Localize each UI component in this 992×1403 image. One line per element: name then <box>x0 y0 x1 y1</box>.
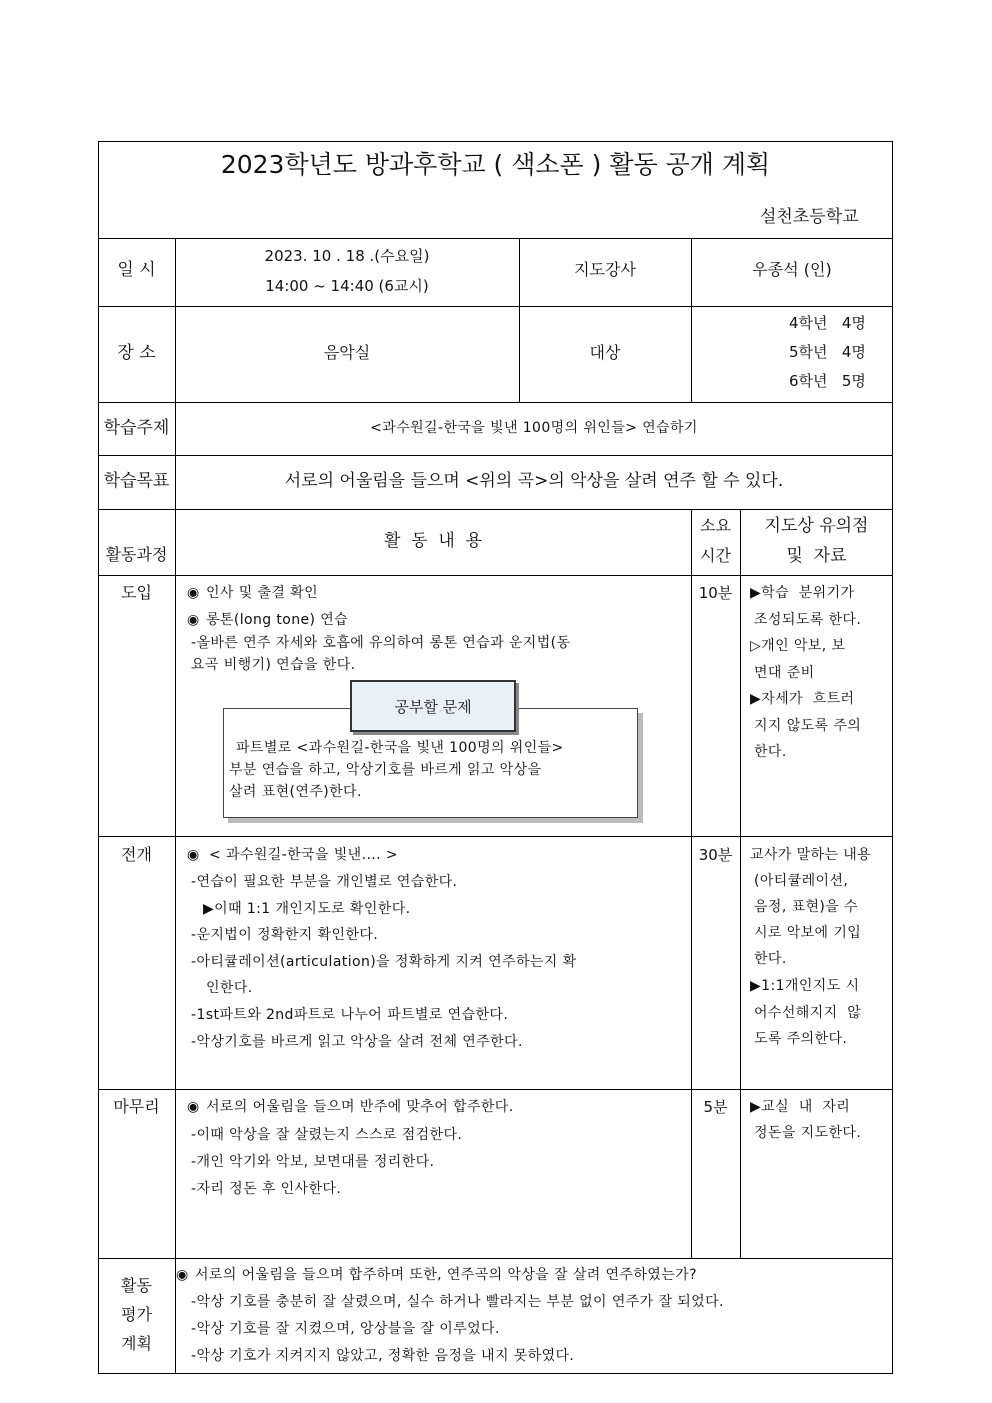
dev-note-1: 교사가 말하는 내용 <box>750 847 872 863</box>
target-grade-6: 6학년 5명 <box>789 372 866 390</box>
process-header: 활동과정 <box>105 545 168 564</box>
time-header-1: 소요 <box>700 516 731 535</box>
evaluation-label-1: 활동 <box>121 1276 152 1295</box>
intro-line-2: 롱톤(long tone) 연습 <box>206 612 349 628</box>
dev-line-8: -악상기호를 바르게 읽고 악상을 살려 전체 연주한다. <box>191 1034 523 1050</box>
dev-line-6: 인한다. <box>206 980 253 996</box>
intro-line-1: 인사 및 출결 확인 <box>206 585 319 601</box>
date-line-2: 14:00 ~ 14:40 (6교시) <box>265 277 429 295</box>
dev-line-2: -연습이 필요한 부분을 개인별로 연습한다. <box>191 874 458 890</box>
intro-time: 10분 <box>698 584 733 602</box>
stage-intro: 도입 <box>121 583 152 602</box>
date-line-1: 2023. 10 . 18 .(수요일) <box>264 247 430 265</box>
dev-note-8: 도록 주의한다. <box>754 1031 848 1047</box>
eval-line-3: -악상 기호를 잘 지켰으며, 앙상블을 잘 이루었다. <box>191 1321 500 1337</box>
topic-label: 학습주제 <box>103 418 170 438</box>
place-label: 장 소 <box>117 343 156 363</box>
study-problem-label: 공부할 문제 <box>350 680 516 732</box>
topic-value: <과수원길-한국을 빛낸 100명의 위인들> 연습하기 <box>370 420 698 436</box>
goal-label: 학습목표 <box>103 471 170 491</box>
instructor-label: 지도강사 <box>574 260 636 279</box>
place-value: 음악실 <box>323 343 371 362</box>
closing-time: 5분 <box>703 1098 728 1116</box>
intro-note-4: 면대 준비 <box>754 665 815 681</box>
dev-note-2: (아티큘레이션, <box>754 873 849 889</box>
target-grade-4: 4학년 4명 <box>789 314 866 332</box>
dev-note-3: 음정, 표현)을 수 <box>754 899 858 915</box>
dev-note-5: 한다. <box>754 951 787 967</box>
target-bullet-icon: ◉ <box>176 1267 189 1283</box>
target-bullet-icon: ◉ <box>187 585 200 601</box>
closing-note-1: ▶교실 내 자리 <box>750 1099 851 1115</box>
study-problem-line-3: 살려 표현(연주)한다. <box>229 784 362 800</box>
school-name: 설천초등학교 <box>760 207 859 227</box>
instructor-value: 우종석 (인) <box>752 260 832 279</box>
date-label: 일 시 <box>117 260 156 280</box>
stage-development: 전개 <box>121 845 152 864</box>
target-bullet-icon: ◉ <box>187 1099 200 1115</box>
intro-note-5: ▶자세가 흐트러 <box>750 691 855 707</box>
intro-note-3: ▷개인 악보, 보 <box>750 638 846 654</box>
study-problem-line-1: 파트별로 <과수원길-한국을 빛낸 100명의 위인들> <box>236 740 564 756</box>
closing-line-1: 서로의 어울림을 들으며 반주에 맞추어 합주한다. <box>206 1099 514 1115</box>
closing-line-2: -이때 악상을 잘 살렸는지 스스로 점검한다. <box>191 1127 463 1143</box>
intro-note-7: 한다. <box>754 744 787 760</box>
eval-line-1: 서로의 어울림을 들으며 합주하며 또한, 연주곡의 악상을 잘 살려 연주하였는가? <box>195 1267 697 1283</box>
dev-line-5: -아티큘레이션(articulation)을 정확하게 지켜 연주하는지 확 <box>191 954 577 970</box>
evaluation-label-2: 평가 <box>121 1305 152 1324</box>
evaluation-label-3: 계획 <box>121 1334 152 1353</box>
target-grade-5: 5학년 4명 <box>789 343 866 361</box>
dev-line-3: ▶이때 1:1 개인지도로 확인한다. <box>203 901 411 917</box>
notes-header-1: 지도상 유의점 <box>764 516 869 536</box>
page-title: 2023학년도 방과후학교 ( 색소폰 ) 활동 공개 계획 <box>220 150 771 179</box>
eval-line-2: -악상 기호를 충분히 잘 살렸으며, 실수 하거나 빨라지는 부분 없이 연주가 잘 되었다. <box>191 1294 724 1310</box>
closing-line-3: -개인 악기와 악보, 보면대를 정리한다. <box>191 1154 435 1170</box>
dev-line-7: -1st파트와 2nd파트로 나누어 파트별로 연습한다. <box>191 1007 509 1023</box>
intro-note-2: 조성되도록 한다. <box>754 612 862 628</box>
dev-note-7: 어수선해지지 않 <box>754 1005 862 1021</box>
eval-line-4: -악상 기호가 지켜지지 않았고, 정확한 음정을 내지 못하였다. <box>191 1348 575 1364</box>
dev-line-4: -운지법이 정확한지 확인한다. <box>191 927 379 943</box>
goal-value: 서로의 어울림을 들으며 <위의 곡>의 악상을 살려 연주 할 수 있다. <box>284 471 784 491</box>
content-header: 활 동 내 용 <box>383 531 483 551</box>
study-problem-line-2: 부분 연습을 하고, 악상기호를 바르게 읽고 악상을 <box>229 762 542 778</box>
intro-line-4: 요곡 비행기) 연습을 한다. <box>191 657 356 673</box>
dev-note-6: ▶1:1개인지도 시 <box>750 978 860 994</box>
intro-note-6: 지지 않도록 주의 <box>754 718 862 734</box>
time-header-2: 시간 <box>700 546 731 565</box>
notes-header-2: 및 자료 <box>786 546 847 566</box>
closing-line-4: -자리 정돈 후 인사한다. <box>191 1181 342 1197</box>
intro-note-1: ▶학습 분위기가 <box>750 585 855 601</box>
target-label: 대상 <box>589 343 621 362</box>
stage-closing: 마무리 <box>113 1097 160 1116</box>
dev-time: 30분 <box>698 846 733 864</box>
intro-line-3: -올바른 연주 자세와 호흡에 유의하여 롱톤 연습과 운지법(동 <box>191 635 571 651</box>
closing-note-2: 정돈을 지도한다. <box>754 1125 862 1141</box>
target-bullet-icon: ◉ <box>187 847 200 863</box>
dev-note-4: 시로 악보에 기입 <box>754 925 862 941</box>
target-bullet-icon: ◉ <box>187 612 200 628</box>
dev-line-1: < 과수원길-한국을 빛낸.... > <box>209 847 398 863</box>
